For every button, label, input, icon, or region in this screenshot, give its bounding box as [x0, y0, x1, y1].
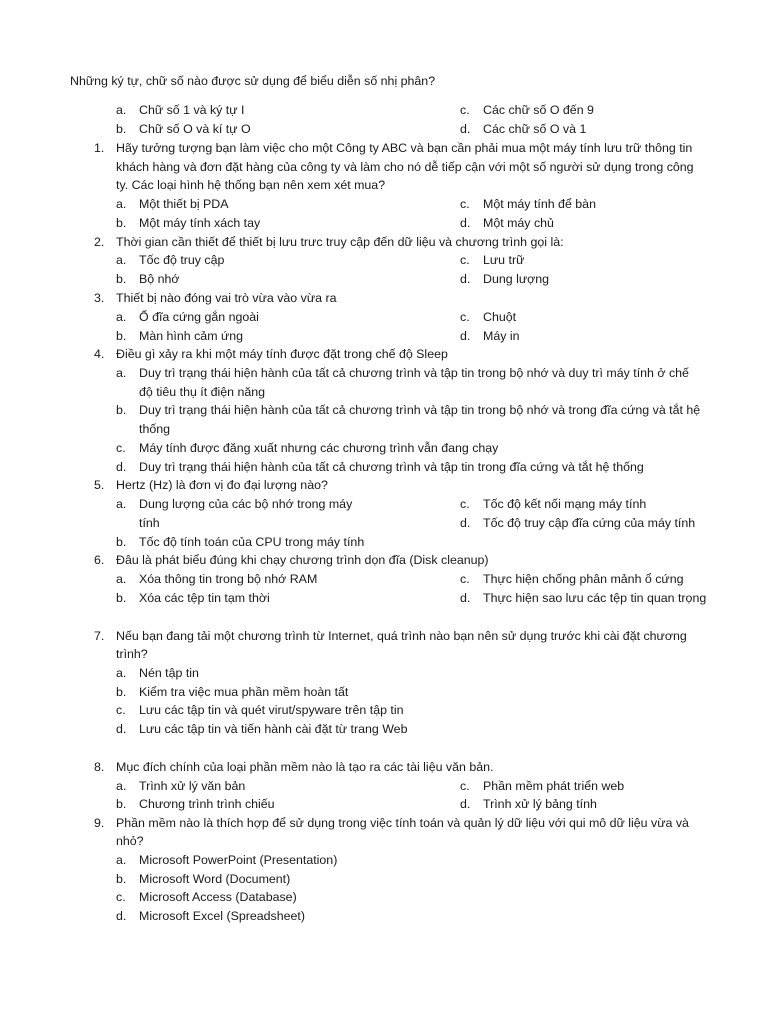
- question-text-line: khách hàng và đơn đặt hàng của công ty và làm cho nó dễ tiếp cận với một số người sử dụng trong công: [116, 160, 694, 174]
- option-letter: d.: [460, 122, 471, 136]
- option-text: Xóa các tệp tin tạm thời: [139, 591, 270, 605]
- option-text: Máy in: [483, 329, 520, 343]
- option-letter: c.: [460, 497, 470, 511]
- question-number: 2.: [94, 235, 105, 249]
- option-text: Màn hình cảm ứng: [139, 329, 244, 343]
- question-number: 8.: [94, 760, 105, 774]
- option-letter: d.: [116, 909, 127, 923]
- question-text-line: Điều gì xảy ra khi một máy tính được đặt trong chế độ Sleep: [116, 347, 448, 361]
- option-letter: c.: [116, 703, 126, 717]
- option-text: Các chữ số O và 1: [483, 122, 587, 136]
- option-letter: d.: [460, 216, 471, 230]
- question-text-line: ty. Các loại hình hệ thống bạn nên xem xét mua?: [116, 178, 386, 192]
- option-letter: c.: [460, 779, 470, 793]
- question-number: 7.: [94, 629, 105, 643]
- option-text: Microsoft Access (Database): [139, 890, 297, 904]
- option-text: Thực hiện sao lưu các tệp tin quan trọng: [483, 591, 707, 605]
- option-letter: a.: [116, 497, 127, 511]
- option-text: Microsoft Word (Document): [139, 872, 291, 886]
- option-text: Một máy chủ: [483, 216, 554, 230]
- question-text-line: nhỏ?: [116, 834, 144, 848]
- option-letter: b.: [116, 272, 127, 286]
- option-letter: c.: [116, 441, 126, 455]
- option-text: Tốc độ truy cập đĩa cứng của máy tính: [483, 516, 696, 530]
- option-letter: b.: [116, 872, 127, 886]
- option-text: thống: [139, 422, 171, 436]
- option-text: Lưu trữ: [483, 253, 525, 267]
- option-letter: a.: [116, 779, 127, 793]
- question-number: 3.: [94, 291, 105, 305]
- question-text-line: trình?: [116, 647, 148, 661]
- option-text: Bộ nhớ: [139, 272, 180, 286]
- option-letter: c.: [460, 197, 470, 211]
- option-letter: d.: [116, 460, 127, 474]
- option-letter: a.: [116, 572, 127, 586]
- question-number: 4.: [94, 347, 105, 361]
- option-letter: b.: [116, 685, 127, 699]
- option-letter: d.: [460, 591, 471, 605]
- option-text: Các chữ số O đến 9: [483, 103, 594, 117]
- option-text: Xóa thông tin trong bộ nhớ RAM: [139, 572, 318, 586]
- option-text: Chuột: [483, 310, 517, 324]
- option-letter: b.: [116, 329, 127, 343]
- option-letter: c.: [460, 253, 470, 267]
- option-text: độ tiêu thụ ít điện năng: [139, 385, 266, 399]
- question-text-line: Hertz (Hz) là đơn vị đo đại lượng nào?: [116, 478, 328, 492]
- option-letter: a.: [116, 666, 127, 680]
- question-text-line: Hãy tưởng tượng bạn làm việc cho một Công ty ABC và bạn cần phải mua một máy tính lưu trữ thông tin: [116, 141, 693, 155]
- option-text: Microsoft Excel (Spreadsheet): [139, 909, 305, 923]
- option-letter: a.: [116, 103, 127, 117]
- option-letter: b.: [116, 216, 127, 230]
- question-number: 9.: [94, 816, 105, 830]
- option-text: Dung lượng: [483, 272, 550, 286]
- option-letter: b.: [116, 403, 127, 417]
- option-letter: c.: [460, 310, 470, 324]
- question-number: 1.: [94, 141, 105, 155]
- intro-question: Những ký tự, chữ số nào được sử dụng để biểu diễn số nhị phân?: [70, 74, 436, 88]
- option-letter: d.: [460, 329, 471, 343]
- option-text: Chữ số O và kí tự O: [139, 122, 251, 136]
- option-text: Duy trì trạng thái hiện hành của tất cả chương trình và tập tin trong bộ nhớ và trong đĩa cứng và tắt hệ: [139, 403, 701, 417]
- option-text: Nén tập tin: [139, 666, 199, 680]
- option-text: Chương trình trình chiếu: [139, 797, 275, 811]
- option-text: Duy trì trạng thái hiện hành của tất cả chương trình và tập tin trong đĩa cứng và tắt hệ thống: [139, 460, 644, 474]
- option-text: Một máy tính để bàn: [483, 197, 596, 211]
- option-letter: a.: [116, 366, 127, 380]
- option-letter: d.: [460, 516, 471, 530]
- option-text: Phần mềm phát triển web: [483, 779, 625, 793]
- option-text: Một thiết bị PDA: [139, 197, 229, 211]
- option-text: Lưu các tập tin và tiến hành cài đặt từ trang Web: [139, 722, 408, 736]
- question-text-line: Nếu bạn đang tải một chương trình từ Internet, quá trình nào bạn nên sử dụng trước khi cài đặt chương: [116, 629, 687, 643]
- option-text: Trình xử lý văn bản: [139, 779, 246, 793]
- question-number: 5.: [94, 478, 105, 492]
- option-text: Lưu các tập tin và quét virut/spyware trên tập tin: [139, 703, 404, 717]
- option-letter: a.: [116, 853, 127, 867]
- option-text: Máy tính được đăng xuất nhưng các chương trình vẫn đang chạy: [139, 441, 499, 455]
- option-letter: c.: [460, 572, 470, 586]
- option-letter: b.: [116, 535, 127, 549]
- option-letter: a.: [116, 253, 127, 267]
- question-text-line: Đâu là phát biểu đúng khi chạy chương trình dọn đĩa (Disk cleanup): [116, 553, 489, 567]
- option-text: Ổ đĩa cứng gắn ngoài: [139, 310, 259, 324]
- option-letter: d.: [116, 722, 127, 736]
- option-text: Thực hiện chống phân mảnh ổ cứng: [483, 572, 684, 586]
- option-text: Tốc độ truy cập: [139, 253, 225, 267]
- option-text: Trình xử lý bảng tính: [483, 797, 597, 811]
- option-letter: a.: [116, 197, 127, 211]
- question-text-line: Thiết bị nào đóng vai trò vừa vào vừa ra: [116, 291, 337, 305]
- option-letter: d.: [460, 272, 471, 286]
- option-letter: b.: [116, 122, 127, 136]
- option-text: Dung lượng của các bộ nhớ trong máy: [139, 497, 353, 511]
- option-letter: c.: [116, 890, 126, 904]
- option-text: Tốc độ kết nối mạng máy tính: [483, 497, 647, 511]
- question-number: 6.: [94, 553, 105, 567]
- option-text: tính: [139, 516, 160, 530]
- option-letter: c.: [460, 103, 470, 117]
- option-text: Tốc độ tính toán của CPU trong máy tính: [139, 535, 365, 549]
- option-text: Duy trì trạng thái hiện hành của tất cả chương trình và tập tin trong bộ nhớ và duy trì máy tính ở chế: [139, 366, 689, 380]
- option-text: Kiểm tra việc mua phần mềm hoàn tất: [139, 685, 349, 699]
- option-letter: b.: [116, 797, 127, 811]
- option-letter: a.: [116, 310, 127, 324]
- option-letter: d.: [460, 797, 471, 811]
- option-text: Microsoft PowerPoint (Presentation): [139, 853, 338, 867]
- question-text-line: Phần mềm nào là thích hợp để sử dụng trong việc tính toán và quản lý dữ liệu với qui mô dữ liệu vừa và: [116, 816, 689, 830]
- option-text: Một máy tính xách tay: [139, 216, 261, 230]
- question-text-line: Mục đích chính của loại phần mềm nào là tạo ra các tài liệu văn bản.: [116, 760, 494, 774]
- question-text-line: Thời gian cần thiết để thiết bị lưu trưc truy cập đến dữ liệu và chương trình gọi là:: [116, 235, 564, 249]
- option-text: Chữ số 1 và ký tự I: [139, 103, 245, 117]
- option-letter: b.: [116, 591, 127, 605]
